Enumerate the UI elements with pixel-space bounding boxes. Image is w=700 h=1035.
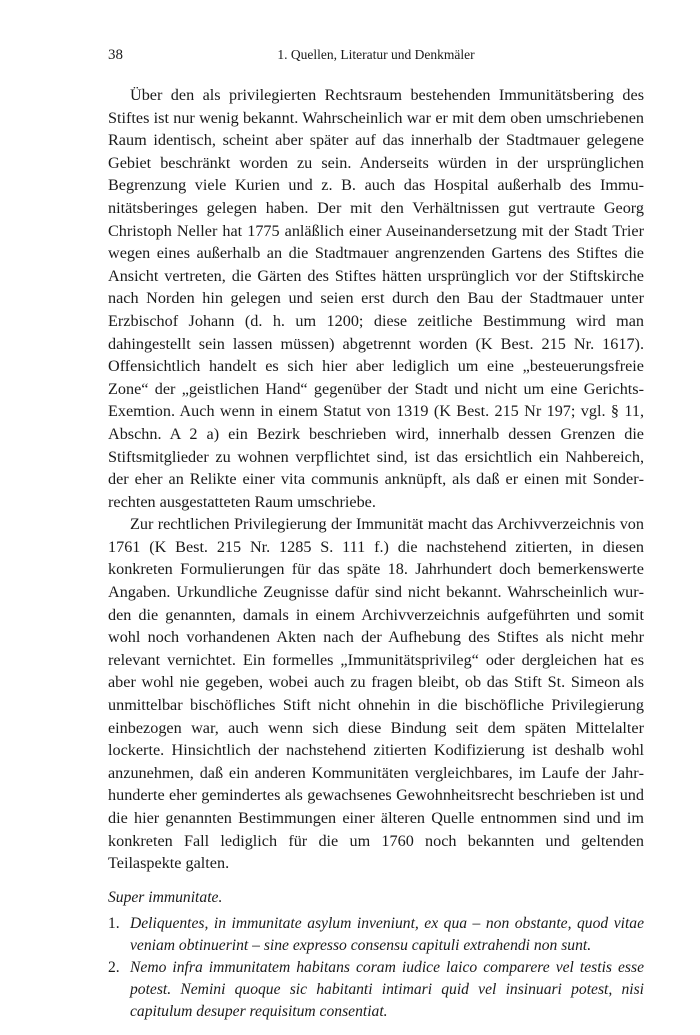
latin-provisions-list: [108, 913, 644, 1023]
list-item-number: 2.: [108, 958, 120, 976]
paragraph: Über den als privilegierten Rechtsraum bestehenden Immunitätsbering des Stiftes ist nur wenig bekannt. Wahrscheinlich war er mit dem oben umschriebenen Raum identisch, scheint aber später auf das innerhalb der Stadtmauer gelegene Gebiet beschränkt worden zu sein. Anderseits würden in der ursprünglichen Begrenzung viele Kurien und z. B. auch das Hospital außerhalb des Immunitätsberinges gelegen haben. Der mit den Verhältnissen gut vertraute Georg Christoph Neller hat 1775 anläßlich einer Auseinandersetzung mit der Stadt Trier wegen eines außerhalb an die Stadtmauer angrenzenden Gartens des Stiftes die Ansicht vertreten, die Gärten des Stiftes hätten ursprünglich vor der Stiftskirche nach Norden hin gelegen und seien erst durch den Bau der Stadtmauer unter Erzbischof Johann (d. h. um 1200; diese zeitliche Bestimmung wird man dahingestellt sein lassen müssen) abgetrennt worden (K Best. 215 Nr. 1617). Offensichtlich handelt es sich hier aber lediglich um eine „besteuerungsfreie Zone“ der „geistlichen Hand“ gegenüber der Stadt und nicht um eine GerichtsExemtion. Auch wenn in einem Statut von 1319 (K Best. 215 Nr 197; vgl. § 11, Abschn. A 2 a) ein Bezirk beschrieben wird, innerhalb dessen Grenzen die Stiftsmitglieder zu wohnen verpflichtet sind, ist das ersichtlich ein Nahbereich, der eher an Relikte einer vita communis anknüpft, als daß er einen mit Sonderrechten ausgestatteten Raum umschriebe.: [108, 86, 644, 511]
running-head-title: 1. Quellen, Literatur und Denkmäler: [277, 47, 475, 62]
list-item-number: 1.: [108, 914, 120, 932]
list-item-text: Deliquentes, in immunitate asylum inveniunt, ex qua – non obstante, quod vitae veniam obtinuerint – sine expresso consensu capituli extrahendi non sunt.: [130, 914, 644, 954]
body-text: [108, 84, 644, 875]
list-item-text: Nemo infra immunitatem habitans coram iudice laico comparere vel testis esse potest. Nemini quoque sic habitanti intimari quid vel insinuari potest, nisi capitulum desuper requisitum consentiat.: [130, 958, 644, 1020]
list-item: [108, 913, 644, 957]
page-number: 38: [108, 47, 123, 63]
running-head: [108, 40, 644, 64]
list-item: [108, 957, 644, 1023]
latin-section-heading: Super immunitate.: [108, 888, 223, 906]
paragraph: Zur rechtlichen Privilegierung der Immunität macht das Archivverzeichnis von 1761 (K Best. 215 Nr. 1285 S. 111 f.) die nachstehend zitierten, in diesen konkreten Formulierungen für das späte 18. Jahrhundert doch bemerkenswerte Angaben. Urkundliche Zeugnisse dafür sind nicht bekannt. Wahrscheinlich wurden die genannten, damals in einem Archivverzeichnis aufgeführten und somit wohl noch vorhandenen Akten nach der Aufhebung des Stiftes als nicht mehr relevant vernichtet. Ein formelles „Immunitätsprivileg“ oder dergleichen hat es aber wohl nie gegeben, wobei auch zu fragen bleibt, ob das Stift St. Simeon als unmittelbar bischöfliches Stift nicht ohnehin in die bischöfliche Privilegierung einbezogen war, auch wenn sich diese Bindung seit dem späten Mittelalter lockerte. Hinsichtlich der nachstehend zitierten Kodifizierung ist deshalb wohl anzunehmen, daß ein anderen Kommunitäten vergleichbares, im Laufe der Jahrhunderte eher gemindertes als gewachsenes Gewohnheitsrecht beschrieben ist und die hier genannten Bestimmungen einer älteren Quelle entnommen sind und im konkreten Fall lediglich für die um 1760 noch bekannten und geltenden Teilaspekte galten.: [108, 515, 644, 873]
